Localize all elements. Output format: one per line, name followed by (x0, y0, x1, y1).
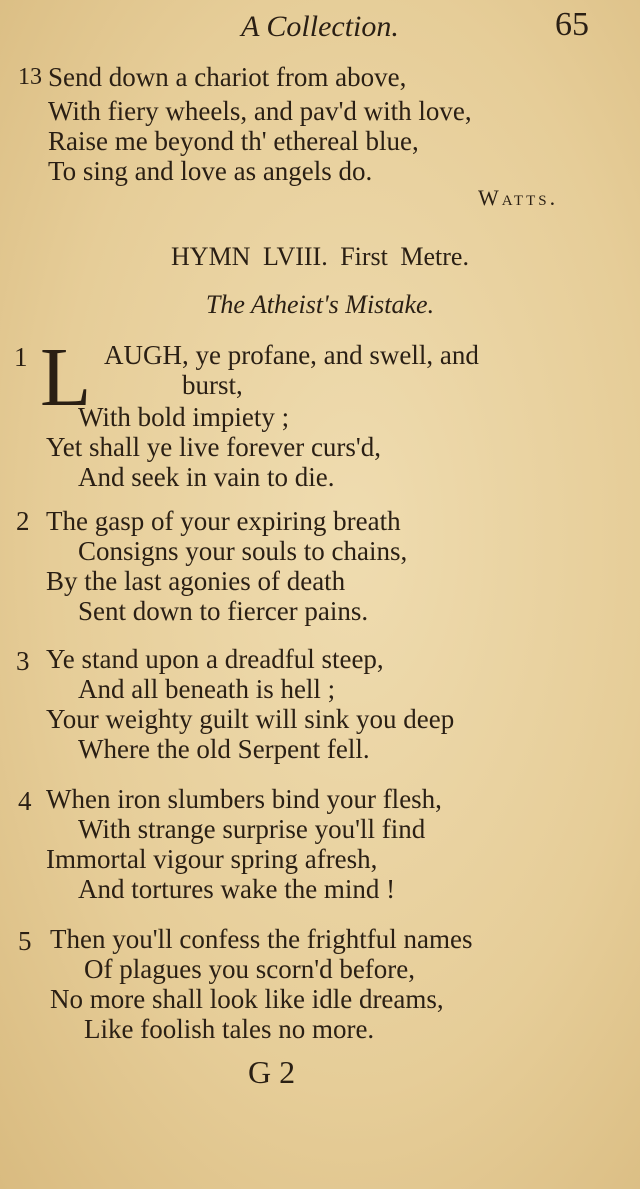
stanza-number: 3 (16, 646, 30, 676)
verse-line: With strange surprise you'll find (78, 814, 426, 844)
verse-line: And seek in vain to die. (78, 462, 335, 492)
author-attribution: Watts. (478, 185, 559, 210)
verse-line: No more shall look like idle dreams, (50, 984, 444, 1014)
verse-line: The gasp of your expiring breath (46, 506, 401, 536)
verse-line: And all beneath is hell ; (78, 674, 336, 704)
stanza-number: 1 (14, 342, 28, 372)
verse-line: Like foolish tales no more. (84, 1014, 375, 1044)
verse-line: Yet shall ye live forever curs'd, (46, 432, 382, 462)
verse-line: Then you'll confess the frightful names (50, 924, 473, 954)
stanza-number: 4 (18, 786, 32, 816)
page-number: 65 (555, 6, 589, 43)
verse-line: With fiery wheels, and pav'd with love, (48, 96, 472, 126)
verse-line: Where the old Serpent fell. (78, 734, 370, 764)
verse-line: Sent down to fiercer pains. (78, 596, 369, 626)
verse-line: Raise me beyond th' ethereal blue, (48, 126, 419, 156)
verse-line: With bold impiety ; (78, 402, 290, 432)
stanza-number: 13 (18, 64, 42, 90)
signature-mark: G 2 (248, 1054, 296, 1090)
stanza-number: 2 (16, 506, 30, 536)
verse-line: Ye stand upon a dreadful steep, (46, 644, 384, 674)
drop-cap: L (40, 331, 92, 424)
verse-line: By the last agonies of death (46, 566, 346, 596)
verse-line: AUGH, ye profane, and swell, and (104, 340, 479, 370)
verse-line: When iron slumbers bind your flesh, (46, 784, 442, 814)
running-header: A Collection. (241, 10, 399, 43)
verse-line: Of plagues you scorn'd before, (84, 954, 416, 984)
verse-line: And tortures wake the mind ! (78, 874, 396, 904)
verse-line: Send down a chariot from above, (48, 62, 407, 92)
hymn-subtitle: The Atheist's Mistake. (205, 290, 435, 319)
verse-line: To sing and love as angels do. (48, 156, 373, 186)
verse-line: burst, (182, 370, 243, 400)
stanza-number: 5 (18, 926, 32, 956)
hymn-title: HYMN LVIII. First Metre. (171, 242, 469, 271)
verse-line: Immortal vigour spring afresh, (46, 844, 378, 874)
verse-line: Your weighty guilt will sink you deep (46, 704, 455, 734)
verse-line: Consigns your souls to chains, (78, 536, 408, 566)
